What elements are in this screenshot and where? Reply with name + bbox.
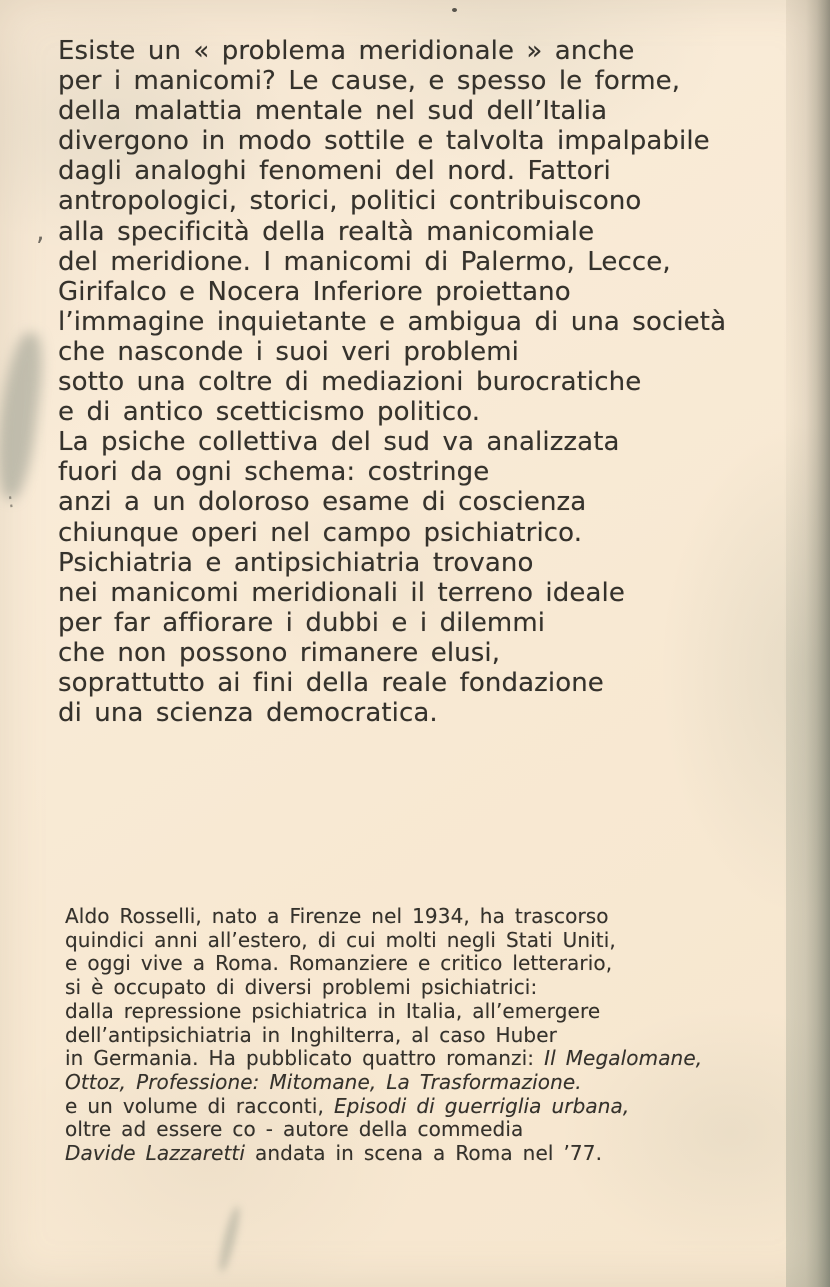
italic-text-segment: Ottoz, Professione: Mitomane, La Trasformazione. bbox=[65, 1069, 582, 1094]
text-segment: e di antico scetticismo politico. bbox=[58, 397, 481, 428]
text-line bbox=[58, 427, 726, 457]
text-line bbox=[58, 698, 726, 728]
text-segment: Psichiatria e antipsichiatria trovano bbox=[58, 547, 534, 578]
text-line bbox=[58, 217, 726, 247]
text-line bbox=[65, 1024, 702, 1048]
text-line bbox=[58, 367, 726, 397]
text-line bbox=[58, 186, 726, 216]
italic-text-segment: Episodi di guerriglia urbana, bbox=[333, 1093, 630, 1118]
text-segment: della malattia mentale nel sud dell’Italia bbox=[58, 96, 608, 127]
italic-text-segment: Il Megalomane, bbox=[544, 1046, 703, 1071]
text-segment: sotto una coltre di mediazioni burocratiche bbox=[58, 367, 642, 398]
text-line bbox=[58, 608, 726, 638]
text-line bbox=[65, 1071, 702, 1095]
text-segment: Girifalco e Nocera Inferiore proiettano bbox=[58, 276, 571, 307]
text-segment: soprattutto ai fini della reale fondazione bbox=[58, 667, 604, 698]
text-segment: Esiste un « problema meridionale » anche bbox=[58, 36, 635, 66]
text-line bbox=[58, 247, 726, 277]
text-line bbox=[58, 518, 726, 548]
author-bio-paragraph bbox=[65, 905, 702, 1166]
text-segment: La psiche collettiva del sud va analizzata bbox=[58, 427, 620, 458]
text-line bbox=[58, 638, 726, 668]
smudge-stain bbox=[0, 330, 47, 501]
text-line bbox=[58, 668, 726, 698]
text-line bbox=[65, 976, 702, 1000]
text-line bbox=[58, 36, 726, 66]
text-line bbox=[58, 548, 726, 578]
text-segment: divergono in modo sottile e talvolta impalpabile bbox=[58, 126, 710, 157]
ink-speck bbox=[452, 8, 457, 12]
text-line bbox=[65, 929, 702, 953]
text-segment: chiunque operi nel campo psichiatrico. bbox=[58, 517, 583, 548]
text-line bbox=[58, 487, 726, 517]
text-segment: per far affiorare i dubbi e i dilemmi bbox=[58, 607, 546, 638]
text-segment: antropologici, storici, politici contribuiscono bbox=[58, 186, 642, 217]
text-line bbox=[58, 397, 726, 427]
text-line bbox=[65, 1095, 702, 1119]
text-segment: quindici anni all’estero, di cui molti negli Stati Uniti, bbox=[65, 927, 616, 952]
text-line bbox=[58, 578, 726, 608]
text-segment: per i manicomi? Le cause, e spesso le forme, bbox=[58, 66, 681, 97]
text-segment: dagli analoghi fenomeni del nord. Fattori bbox=[58, 156, 611, 187]
text-segment: si è occupato di diversi problemi psichiatrici: bbox=[65, 975, 538, 1000]
text-segment: del meridione. I manicomi di Palermo, Lecce, bbox=[58, 246, 671, 277]
text-line bbox=[58, 337, 726, 367]
text-segment: e un volume di racconti, bbox=[65, 1093, 334, 1118]
text-line bbox=[58, 307, 726, 337]
text-segment: dalla repressione psichiatrica in Italia, all’emergere bbox=[65, 998, 601, 1023]
text-line bbox=[58, 96, 726, 126]
text-line bbox=[65, 952, 702, 976]
text-line bbox=[58, 66, 726, 96]
smudge-streak bbox=[216, 1205, 243, 1274]
text-segment: in Germania. Ha pubblicato quattro romanzi: bbox=[65, 1046, 545, 1071]
text-segment: alla specificità della realtà manicomiale bbox=[58, 216, 595, 247]
text-segment: che nasconde i suoi veri problemi bbox=[58, 336, 520, 367]
text-segment: oltre ad essere co - autore della commedia bbox=[65, 1117, 524, 1142]
text-line bbox=[58, 156, 726, 186]
text-line bbox=[65, 1118, 702, 1142]
stray-comma-mark: , bbox=[36, 216, 45, 247]
text-line bbox=[58, 277, 726, 307]
text-line bbox=[58, 457, 726, 487]
text-segment: che non possono rimanere elusi, bbox=[58, 637, 501, 668]
text-segment: Aldo Rosselli, nato a Firenze nel 1934, ha trascorso bbox=[65, 904, 609, 928]
text-segment: fuori da ogni schema: costringe bbox=[58, 457, 490, 488]
back-cover-blurb-paragraph bbox=[58, 36, 726, 728]
stray-colon-mark: : bbox=[5, 487, 18, 513]
text-segment: e oggi vive a Roma. Romanziere e critico letterario, bbox=[65, 951, 613, 976]
text-segment: l’immagine inquietante e ambigua di una società bbox=[58, 306, 727, 337]
text-line bbox=[65, 1047, 702, 1071]
italic-text-segment: Davide Lazzaretti bbox=[65, 1141, 246, 1166]
text-line bbox=[65, 1000, 702, 1024]
text-line bbox=[58, 126, 726, 156]
text-segment: nei manicomi meridionali il terreno ideale bbox=[58, 577, 625, 608]
text-segment: anzi a un doloroso esame di coscienza bbox=[58, 487, 587, 518]
page-edge-shadow bbox=[786, 0, 830, 1287]
text-segment: andata in scena a Roma nel ’77. bbox=[245, 1141, 603, 1166]
text-line bbox=[65, 1142, 702, 1166]
text-line bbox=[65, 905, 702, 929]
text-segment: di una scienza democratica. bbox=[58, 698, 438, 729]
text-segment: dell’antipsichiatria in Inghilterra, al caso Huber bbox=[65, 1022, 557, 1047]
